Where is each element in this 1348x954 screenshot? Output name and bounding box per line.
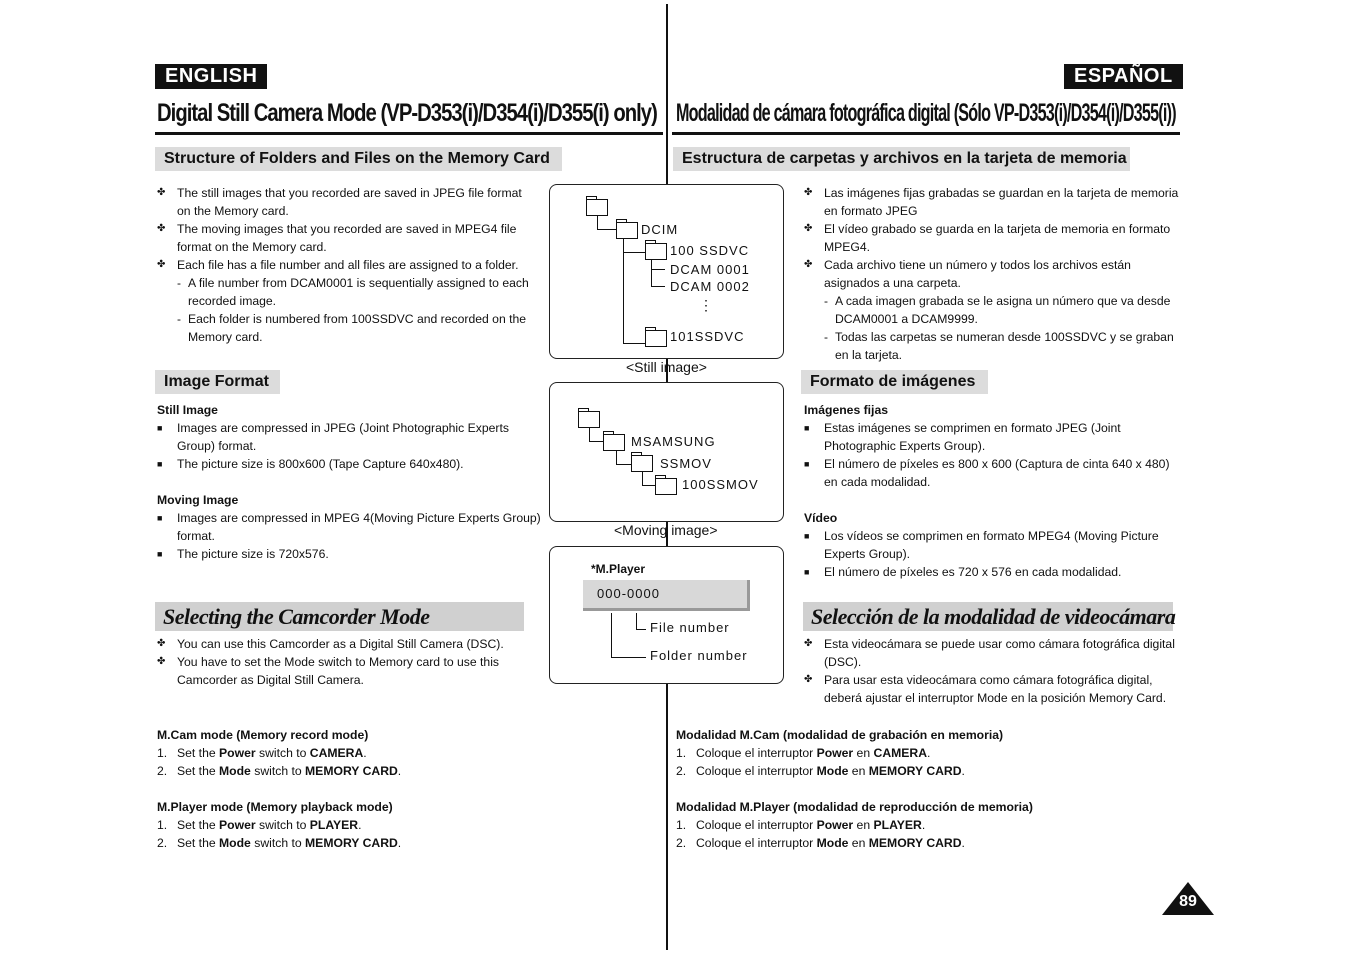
moving-image-heading: Moving Image: [157, 493, 239, 507]
mplayer-label: *M.Player: [591, 562, 646, 576]
folder-icon: [578, 411, 600, 428]
moving-image-list: [157, 509, 542, 563]
folder-icon: [586, 199, 608, 216]
list-item: ✤ The still images that you recorded are saved in JPEG file format on the Memory card.: [157, 186, 522, 218]
list-item: ■ Images are compressed in JPEG (Joint Photographic Experts Group) format.: [157, 421, 509, 453]
file-number-label: File number: [650, 620, 730, 635]
folder-icon: [603, 434, 625, 451]
mcam-mode-heading: M.Cam mode (Memory record mode): [157, 728, 369, 742]
imagenes-fijas-list: [804, 419, 1179, 491]
moving-image-caption: <Moving image>: [614, 522, 718, 538]
english-tag: ENGLISH: [155, 64, 267, 89]
video-heading: Vídeo: [804, 511, 838, 525]
step-item: 1. Set the Power switch to PLAYER.: [157, 818, 362, 832]
folder-icon: [655, 478, 677, 495]
folder-100ssmov-label: 100SSMOV: [682, 477, 759, 492]
camcorder-mode-list-spanish: [804, 635, 1179, 707]
step-item: 2. Set the Mode switch to MEMORY CARD.: [157, 836, 402, 850]
file-number-display: [583, 580, 750, 611]
list-item: ✤ You have to set the Mode switch to Memory card to use this Camcorder as Digital Still Camera.: [157, 655, 500, 687]
list-item: ✤ You can use this Camcorder as a Digital Still Camera (DSC).: [157, 637, 504, 651]
mplayer-steps-spanish: [676, 816, 965, 852]
section-heading-structure: Structure of Folders and Files on the Memory Card: [155, 147, 562, 171]
section-heading-camcorder-mode: Selecting the Camcorder Mode: [155, 602, 524, 631]
still-image-list: [157, 419, 542, 473]
mplayer-mode-heading-spanish: Modalidad M.Player (modalidad de reproducción de memoria): [676, 800, 1033, 814]
dcim-label: DCIM: [641, 222, 679, 237]
list-item: - Todas las carpetas se numeran desde 100SSDVC y se graban en la tarjeta.: [824, 330, 1174, 362]
list-item: ✤ Esta videocámara se puede usar como cámara fotográfica digital (DSC).: [804, 637, 1175, 669]
list-item: ■ The picture size is 720x576.: [157, 547, 329, 561]
folder-icon: [631, 455, 653, 472]
list-item: ✤ Cada archivo tiene un número y todos los archivos están asignados a una carpeta.: [804, 258, 1131, 290]
msamsung-label: MSAMSUNG: [631, 434, 716, 449]
camcorder-mode-list-english: [157, 635, 507, 689]
mplayer-steps-english: [157, 816, 401, 852]
list-item: ✤ Each file has a file number and all files are assigned to a folder.: [157, 258, 519, 272]
list-item: ✤ El vídeo grabado se guarda en la tarjeta de memoria en formato MPEG4.: [804, 222, 1171, 254]
step-item: 2. Coloque el interruptor Mode en MEMORY CARD.: [676, 764, 965, 778]
page-title-english: Digital Still Camera Mode (VP-D353(i)/D354(i)/D355(i) only): [157, 99, 657, 127]
list-item: ■ Images are compressed in MPEG 4(Moving Picture Experts Group) format.: [157, 511, 541, 543]
mplayer-diagram: [549, 546, 784, 684]
mcam-steps-spanish: [676, 744, 965, 780]
step-item: 1. Set the Power switch to CAMERA.: [157, 746, 367, 760]
list-item: ✤ Para usar esta videocámara como cámara fotográfica digital, deberá ajustar el interruptor Mode en la posición Memory Card.: [804, 673, 1167, 705]
structure-list-spanish: [804, 184, 1179, 364]
still-image-heading: Still Image: [157, 403, 218, 417]
espanol-tag: ESPAÑOL: [1064, 64, 1183, 89]
page-title-spanish: Modalidad de cámara fotográfica digital (Sólo VP-D353(i)/D354(i)/D355(i)): [676, 99, 1176, 127]
list-item: - A file number from DCAM0001 is sequentially assigned to each recorded image.: [177, 276, 529, 308]
section-heading-formato: Formato de imágenes: [801, 370, 988, 394]
step-item: 2. Set the Mode switch to MEMORY CARD.: [157, 764, 402, 778]
still-image-caption: <Still image>: [626, 359, 707, 375]
step-item: 1. Coloque el interruptor Power en PLAYER.: [676, 818, 926, 832]
folder-101ssdvc-label: 101SSDVC: [670, 329, 745, 344]
list-item: ✤ The moving images that you recorded are saved in MPEG4 file format on the Memory card.: [157, 222, 517, 254]
imagenes-fijas-heading: Imágenes fijas: [804, 403, 888, 417]
structure-list-english: [157, 184, 537, 346]
list-item: - Each folder is numbered from 100SSDVC and recorded on the Memory card.: [177, 312, 527, 344]
folder-100ssdvc-label: 100 SSDVC: [670, 243, 750, 258]
still-image-diagram: [549, 184, 784, 359]
list-item: - A cada imagen grabada se le asigna un número que va desde DCAM0001 a DCAM9999.: [824, 294, 1171, 326]
section-heading-image-format: Image Format: [155, 370, 280, 394]
list-item: ■ El número de píxeles es 800 x 600 (Captura de cinta 640 x 480) en cada modalidad.: [804, 457, 1170, 489]
page-number-badge: [1162, 882, 1214, 915]
mcam-steps-english: [157, 744, 401, 780]
folder-icon: [616, 222, 638, 239]
video-list: [804, 527, 1179, 581]
section-heading-seleccion-modalidad: Selección de la modalidad de videocámara: [803, 602, 1173, 631]
list-item: ■ Los vídeos se comprimen en formato MPEG4 (Moving Picture Experts Group).: [804, 529, 1159, 561]
file-dcam0001-label: DCAM 0001: [670, 262, 750, 277]
folder-icon: [645, 330, 667, 347]
step-item: 2. Coloque el interruptor Mode en MEMORY CARD.: [676, 836, 965, 850]
folder-number-label: Folder number: [650, 648, 748, 663]
title-rule-english: [155, 132, 663, 135]
file-dcam0002-label: DCAM 0002: [670, 279, 750, 294]
file-number-value: 000-0000: [597, 586, 660, 601]
list-item: ■ El número de píxeles es 720 x 576 en cada modalidad.: [804, 565, 1122, 579]
mcam-mode-heading-spanish: Modalidad M.Cam (modalidad de grabación en memoria): [676, 728, 1004, 742]
moving-image-diagram: [549, 382, 784, 522]
title-rule-spanish: [672, 132, 1180, 135]
step-item: 1. Coloque el interruptor Power en CAMERA.: [676, 746, 931, 760]
more-files-dots: ⋮: [699, 297, 714, 313]
list-item: ■ The picture size is 800x600 (Tape Capture 640x480).: [157, 457, 464, 471]
list-item: ■ Estas imágenes se comprimen en formato JPEG (Joint Photographic Experts Group).: [804, 421, 1121, 453]
page-number: 89: [1179, 893, 1197, 910]
section-heading-estructura: Estructura de carpetas y archivos en la tarjeta de memoria: [673, 147, 1130, 171]
folder-icon: [645, 243, 667, 260]
mplayer-mode-heading: M.Player mode (Memory playback mode): [157, 800, 393, 814]
ssmov-label: SSMOV: [660, 456, 712, 471]
list-item: ✤ Las imágenes fijas grabadas se guardan en la tarjeta de memoria en formato JPEG: [804, 186, 1179, 218]
